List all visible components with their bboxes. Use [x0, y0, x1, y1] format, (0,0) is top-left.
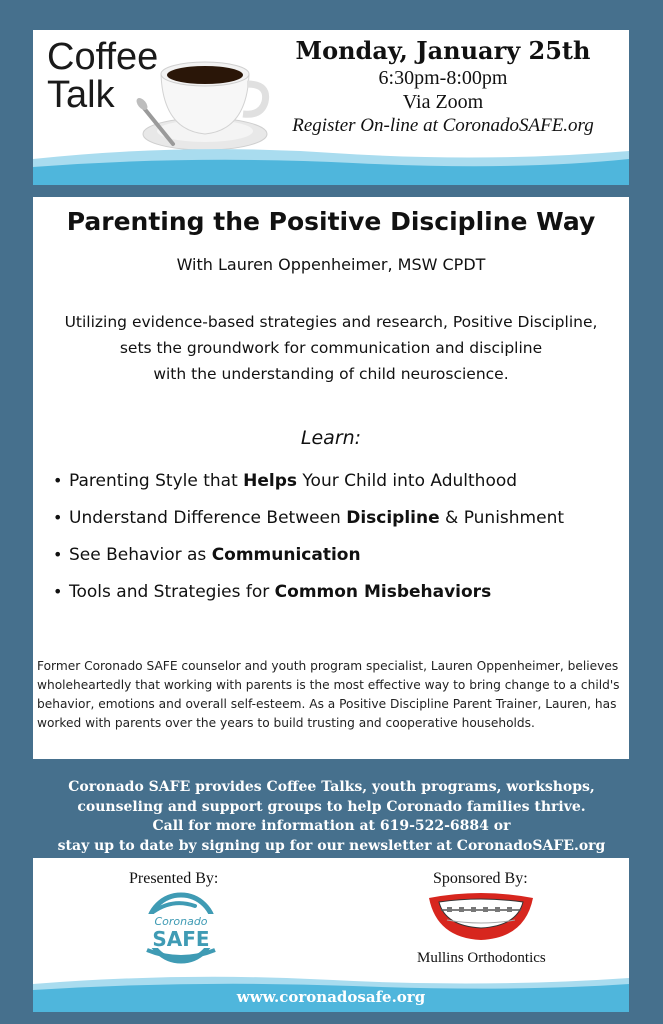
intro-line: with the understanding of child neuroscience.: [153, 365, 509, 383]
presenter-bio: Former Coronado SAFE counselor and youth program specialist, Lauren Oppenheimer, believes wholeheartedly that working with parents is the most effective way to bring change to a child's behavior, emotions and overall self-esteem. As a Positive Discipline Parent Trainer, Lauren, has worked with parents over the years to build trusting and cooperative households.: [37, 659, 620, 730]
bullet-text: Parenting Style that: [69, 471, 244, 491]
bullet-text: & Punishment: [439, 508, 565, 528]
bullet-text: Your Child into Adulthood: [297, 471, 518, 491]
header-wave: [33, 137, 629, 185]
bullet-icon: •: [53, 545, 63, 564]
logo-text-bottom: SAFE: [152, 927, 210, 951]
website-link[interactable]: www.coronadosafe.org: [236, 988, 426, 1006]
bullet-emphasis: Common Misbehaviors: [274, 582, 492, 602]
logo-text-top: Coronado: [154, 915, 208, 928]
event-venue: Via Zoom: [402, 91, 484, 113]
bullet-emphasis: Helps: [243, 471, 298, 491]
event-date: Monday, January 25th: [295, 36, 591, 65]
coronado-safe-logo: [133, 892, 229, 964]
bullet-icon: •: [53, 582, 63, 601]
header-panel: [33, 30, 629, 185]
list-item: [53, 536, 619, 573]
bullet-icon: •: [53, 471, 63, 490]
footer-panel: [33, 858, 629, 1012]
bullet-text: See Behavior as: [69, 545, 212, 565]
intro-paragraph: [53, 309, 609, 387]
info-line: Call for more information at 619-522-6884 or: [152, 818, 511, 834]
sponsor-name: Mullins Orthodontics: [417, 950, 546, 966]
intro-line: sets the groundwork for communication and discipline: [119, 339, 543, 357]
smile-braces-logo: [425, 888, 537, 944]
list-item: [53, 499, 619, 536]
bullet-emphasis: Discipline: [346, 508, 440, 528]
event-time: 6:30pm-8:00pm: [378, 67, 508, 89]
bullet-text: Understand Difference Between: [69, 508, 347, 528]
info-line: counseling and support groups to help Coronado families thrive.: [77, 798, 586, 815]
bullet-icon: •: [53, 508, 63, 527]
main-panel: [33, 197, 629, 759]
event-details: [273, 36, 613, 138]
info-line: stay up to date by signing up for our newsletter at CoronadoSAFE.org: [57, 837, 606, 854]
brand-talk: Talk: [47, 74, 115, 116]
sponsored-by-label: Sponsored By:: [433, 870, 528, 887]
presenter-name: With Lauren Oppenheimer, MSW CPDT: [176, 255, 486, 274]
register-link[interactable]: Register On-line at CoronadoSAFE.org: [292, 115, 594, 136]
brand-coffee: Coffee: [47, 36, 159, 78]
presented-by-label: Presented By:: [129, 870, 219, 887]
learn-list: [53, 462, 619, 610]
page-title: Parenting the Positive Discipline Way: [66, 207, 596, 236]
list-item: [53, 573, 619, 610]
info-band: [0, 773, 663, 857]
bullet-text: Tools and Strategies for: [69, 582, 275, 602]
bullet-emphasis: Communication: [211, 545, 361, 565]
list-item: [53, 462, 619, 499]
learn-heading: Learn:: [300, 427, 362, 449]
intro-line: Utilizing evidence-based strategies and research, Positive Discipline,: [64, 313, 598, 331]
info-line: Coronado SAFE provides Coffee Talks, youth programs, workshops,: [68, 779, 595, 795]
